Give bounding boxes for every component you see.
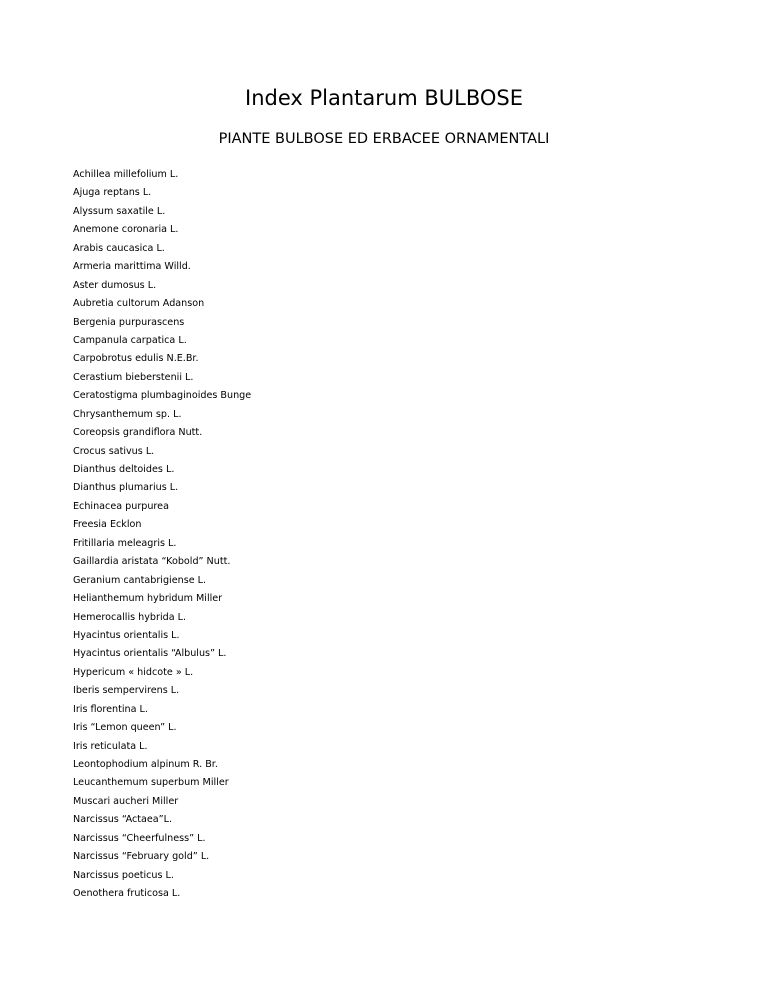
plant-list-item: Cerastium bieberstenii L. <box>73 371 194 383</box>
plant-list-item: Campanula carpatica L. <box>73 334 187 346</box>
plant-list-item: Narcissus “February gold” L. <box>73 851 210 863</box>
plant-list-item: Dianthus deltoides L. <box>73 464 175 475</box>
plant-list-item: Oenothera fruticosa L. <box>73 888 181 900</box>
plant-list-item: Geranium cantabrigiense L. <box>73 574 207 586</box>
plant-list-item: Narcissus poeticus L. <box>73 869 174 881</box>
plant-list-item: Narcissus “Cheerfulness” L. <box>73 832 206 844</box>
plant-list-item: Leucanthemum superbum Miller <box>73 777 229 789</box>
plant-list-item: Carpobrotus edulis N.E.Br. <box>73 353 199 365</box>
plant-list-item: Alyssum saxatile L. <box>73 205 166 217</box>
plant-list-item: Hyacintus orientalis L. <box>73 629 180 641</box>
plant-list-item: Iberis sempervirens L. <box>73 685 180 697</box>
plant-list-item: Fritillaria meleagris L. <box>73 537 177 549</box>
plant-list-item: Arabis caucasica L. <box>73 242 165 254</box>
plant-list-item: Narcissus “Actaea”L. <box>73 814 173 826</box>
plant-list-item: Echinacea purpurea <box>73 500 169 512</box>
plant-list-item: Dianthus plumarius L. <box>73 482 179 494</box>
plant-list <box>73 166 251 904</box>
plant-list-item: Armeria marittima Willd. <box>73 261 191 273</box>
plant-list-item: Iris “Lemon queen” L. <box>73 722 177 734</box>
plant-list-item: Aubretia cultorum Adanson <box>73 298 205 310</box>
plant-list-item: Leontophodium alpinum R. Br. <box>73 759 218 770</box>
plant-list-item: Achillea millefolium L. <box>73 169 179 180</box>
plant-list-item: Freesia Ecklon <box>73 519 142 531</box>
plant-list-item: Crocus sativus L. <box>73 445 155 457</box>
plant-list-item: Gaillardia aristata “Kobold” Nutt. <box>73 556 231 568</box>
plant-list-item: Muscari aucheri Miller <box>73 795 179 807</box>
plant-list-item: Helianthemum hybridum Miller <box>73 593 223 605</box>
plant-list-item: Chrysanthemum sp. L. <box>73 408 182 420</box>
document-subtitle: PIANTE BULBOSE ED ERBACEE ORNAMENTALI <box>218 131 550 147</box>
document-title: Index Plantarum BULBOSE <box>245 86 523 110</box>
plant-list-item: Hyacintus orientalis “Albulus” L. <box>73 648 227 660</box>
plant-list-item: Aster dumosus L. <box>73 279 157 291</box>
plant-list-item: Ceratostigma plumbaginoides Bunge <box>73 390 252 402</box>
plant-list-item: Hemerocallis hybrida L. <box>73 611 187 623</box>
plant-list-item: Hypericum « hidcote » L. <box>73 666 194 678</box>
plant-list-item: Bergenia purpurascens <box>73 316 185 328</box>
plant-list-item: Coreopsis grandiflora Nutt. <box>73 427 203 439</box>
plant-list-item: Ajuga reptans L. <box>73 187 152 199</box>
plant-list-item: Iris reticulata L. <box>73 740 148 752</box>
plant-list-item: Anemone coronaria L. <box>73 224 179 236</box>
plant-list-item: Iris florentina L. <box>73 703 148 715</box>
